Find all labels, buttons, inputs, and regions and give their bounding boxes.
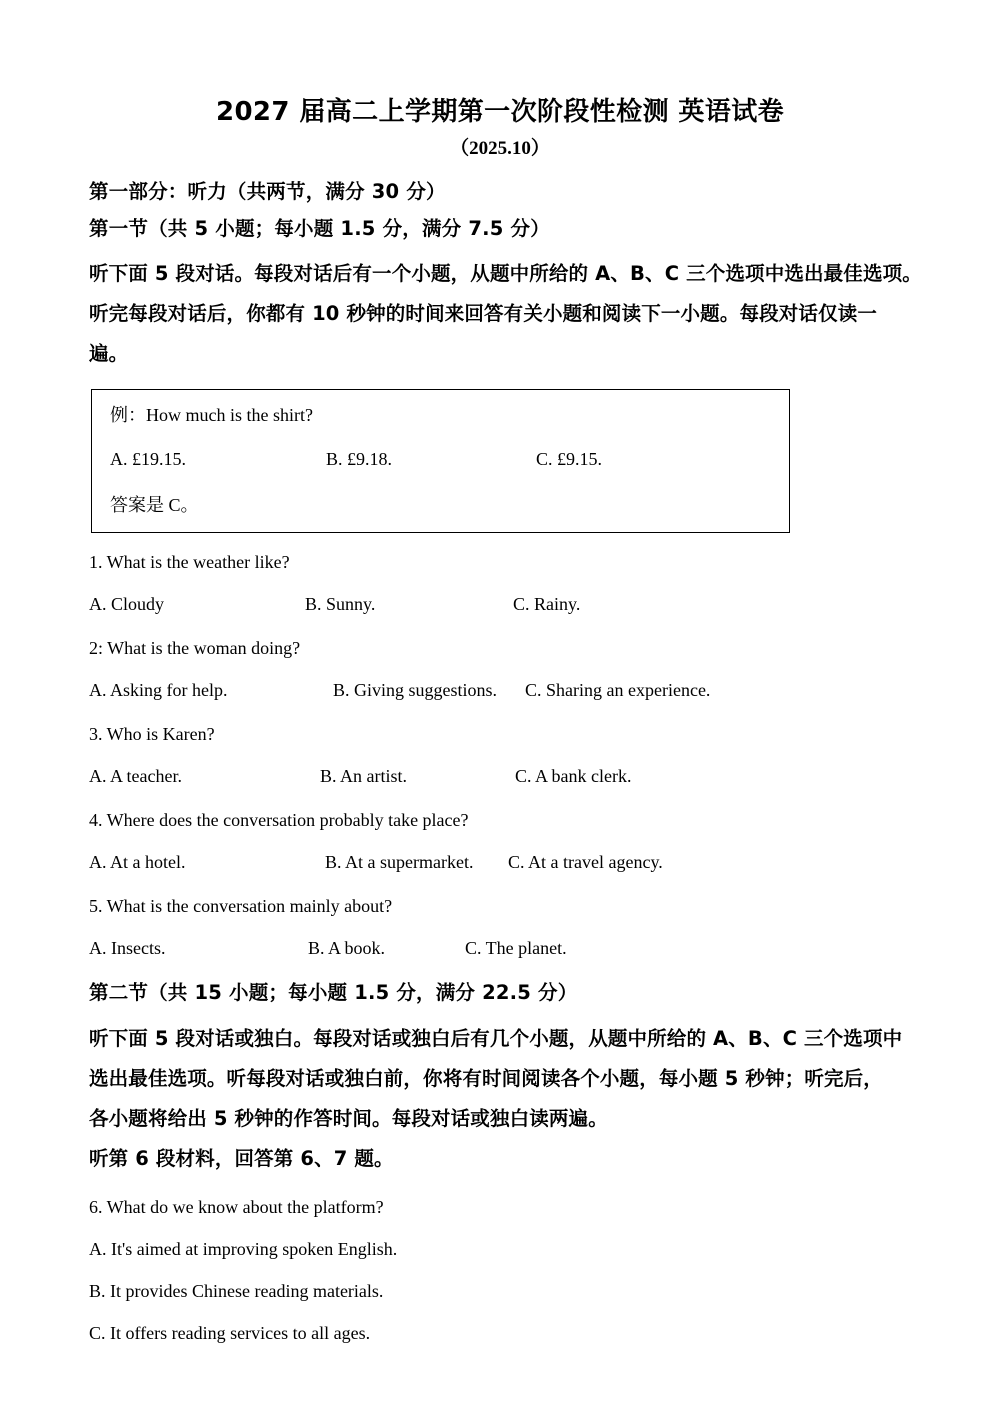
document-body [89, 182, 930, 1342]
section-two-instructions-line-2: 选出最佳选项。听每段对话或独白前，你将有时间阅读各个小题，每小题 5 秒钟；听完后， [89, 1066, 883, 1090]
example-options-row [110, 450, 789, 470]
question-4-options [89, 853, 930, 873]
question-4-option-c[interactable]: C. At a travel agency. [508, 852, 663, 873]
question-2-option-a[interactable]: A. Asking for help. [89, 680, 228, 701]
question-1-options [89, 595, 930, 615]
example-prompt: 例：How much is the shirt? [110, 405, 313, 426]
question-6-option-a[interactable]: A. It's aimed at improving spoken English. [89, 1238, 398, 1259]
section-two-instructions-line-3: 各小题将给出 5 秒钟的作答时间。每段对话或独白读两遍。 [89, 1106, 608, 1130]
question-5-stem: 5. What is the conversation mainly about? [89, 896, 393, 917]
question-1-stem: 1. What is the weather like? [89, 552, 290, 573]
page-subtitle: （2025.10） [450, 137, 550, 159]
question-3-option-b[interactable]: B. An artist. [320, 766, 408, 787]
question-6-option-b[interactable]: B. It provides Chinese reading materials. [89, 1280, 384, 1301]
section-two [89, 983, 930, 1178]
question-3-options [89, 767, 930, 787]
question-2-options [89, 681, 930, 701]
section-two-heading: 第二节（共 15 小题；每小题 1.5 分，满分 22.5 分） [89, 981, 578, 1005]
question-5-option-b[interactable]: B. A book. [308, 938, 386, 959]
question-2-option-b[interactable]: B. Giving suggestions. [333, 680, 498, 701]
title-block [0, 0, 1000, 160]
example-option-a[interactable]: A. £19.15. [110, 449, 186, 470]
question-3-stem: 3. Who is Karen? [89, 724, 215, 745]
questions-section-one [89, 553, 930, 959]
section-one-instructions-line-2: 听完每段对话后，你都有 10 秒钟的时间来回答有关小题和阅读下一小题。每段对话仅读一 [89, 302, 878, 326]
question-5-option-a[interactable]: A. Insects. [89, 938, 166, 959]
question-5-options [89, 939, 930, 959]
question-1-option-a[interactable]: A. Cloudy [89, 594, 165, 615]
example-box [91, 389, 790, 533]
question-2-option-c[interactable]: C. Sharing an experience. [525, 680, 711, 701]
question-4-option-a[interactable]: A. At a hotel. [89, 852, 186, 873]
example-option-c[interactable]: C. £9.15. [536, 449, 603, 470]
question-2-stem: 2: What is the woman doing? [89, 638, 301, 659]
section-one-instructions-line-3: 遍。 [89, 342, 129, 366]
question-3-option-c[interactable]: C. A bank clerk. [515, 766, 632, 787]
material-six-heading: 听第 6 段材料，回答第 6、7 题。 [89, 1146, 394, 1170]
questions-section-two [89, 1198, 930, 1342]
section-one-heading: 第一节（共 5 小题；每小题 1.5 分，满分 7.5 分） [89, 216, 550, 240]
question-1-option-b[interactable]: B. Sunny. [305, 594, 376, 615]
question-3-option-a[interactable]: A. A teacher. [89, 766, 182, 787]
example-answer: 答案是 C。 [110, 495, 199, 516]
question-6-option-c[interactable]: C. It offers reading services to all ages. [89, 1322, 371, 1343]
example-option-b[interactable]: B. £9.18. [326, 449, 393, 470]
question-4-option-b[interactable]: B. At a supermarket. [325, 852, 474, 873]
question-6-stem: 6. What do we know about the platform? [89, 1196, 384, 1217]
section-two-instructions-line-1: 听下面 5 段对话或独白。每段对话或独白后有几个小题，从题中所给的 A、B、C 三个选项中 [89, 1026, 903, 1050]
question-5-option-c[interactable]: C. The planet. [465, 938, 567, 959]
section-one-instructions-line-1: 听下面 5 段对话。每段对话后有一个小题，从题中所给的 A、B、C 三个选项中选出最佳选项。 [89, 262, 922, 286]
part-one-heading: 第一部分：听力（共两节，满分 30 分） [89, 180, 446, 204]
question-4-stem: 4. Where does the conversation probably take place? [89, 810, 469, 831]
question-1-option-c[interactable]: C. Rainy. [513, 594, 581, 615]
page-title: 2027 届高二上学期第一次阶段性检测 英语试卷 [215, 97, 785, 127]
